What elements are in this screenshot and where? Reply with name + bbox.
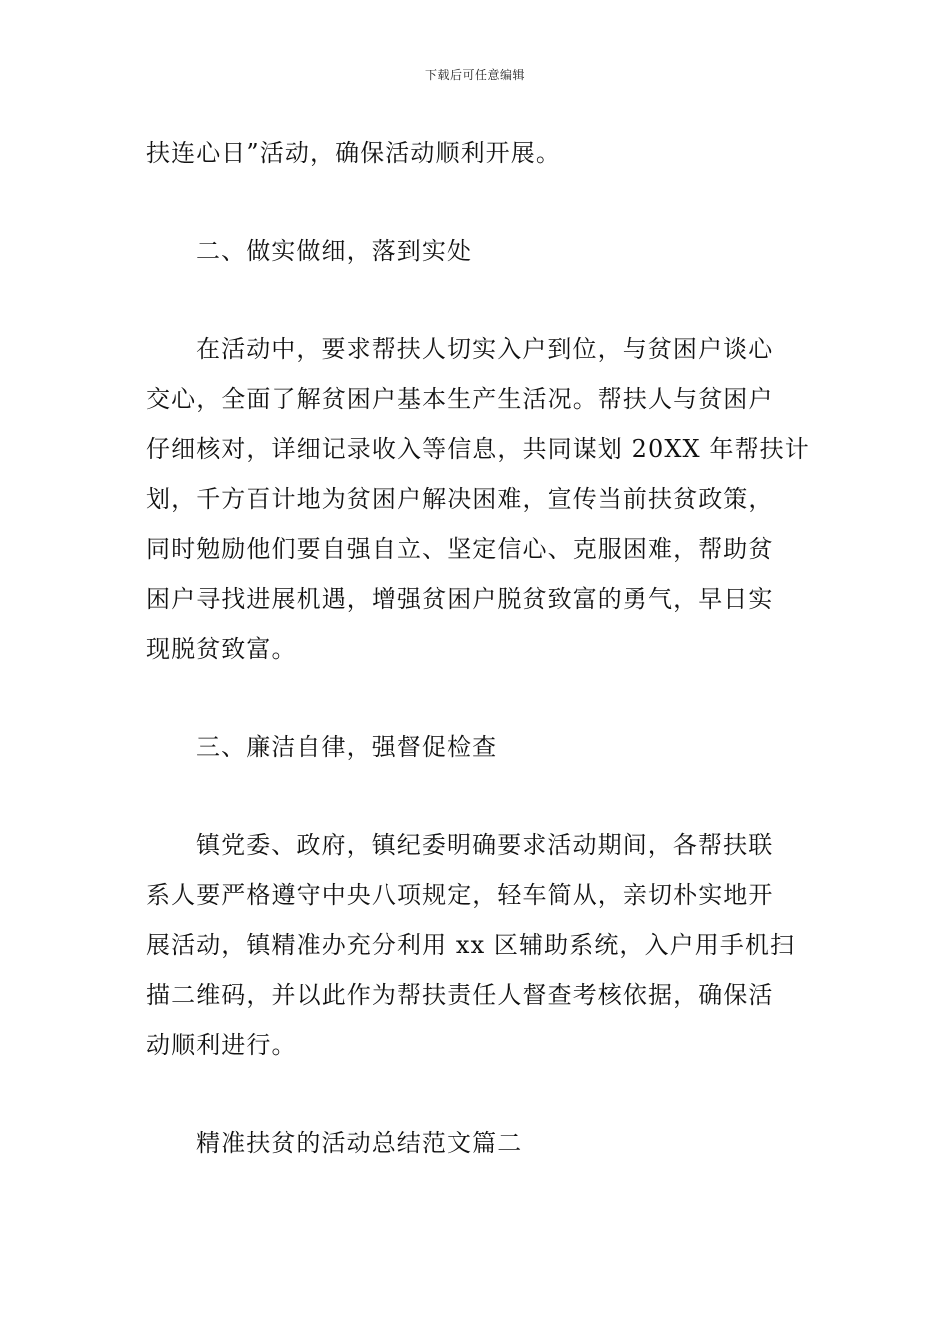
- text-line: 困户寻找进展机遇，增强贫困户脱贫致富的勇气，早日实: [146, 585, 774, 613]
- text-line: 镇党委、政府，镇纪委明确要求活动期间，各帮扶联: [196, 831, 774, 859]
- text-line: 同时勉励他们要自强自立、坚定信心、克服困难，帮助贫: [146, 535, 774, 563]
- text-line: 描二维码，并以此作为帮扶责任人督查考核依据，确保活: [146, 981, 774, 1009]
- text-line: 扶连心日”活动，确保活动顺利开展。: [146, 139, 561, 167]
- paragraph-discipline: [146, 820, 808, 1070]
- article-title-part-two: 精准扶贫的活动总结范文篇二: [196, 1129, 523, 1157]
- document-body: [146, 128, 808, 1168]
- text-line: 现脱贫致富。: [146, 635, 297, 663]
- text-line: 展活动，镇精准办充分利用 xx 区辅助系统，入户用手机扫: [146, 931, 796, 959]
- text-line: 仔细核对，详细记录收入等信息，共同谋划 20XX 年帮扶计: [146, 435, 810, 463]
- section-heading-2: 二、做实做细，落到实处: [196, 237, 473, 265]
- paragraph-continuation: [146, 128, 808, 178]
- header-note: 下载后可任意编辑: [424, 68, 525, 82]
- paragraph-activity: [146, 324, 808, 674]
- text-line: 划，千方百计地为贫困户解决困难，宣传当前扶贫政策，: [146, 485, 774, 513]
- text-line: 系人要严格遵守中央八项规定，轻车简从，亲切朴实地开: [146, 881, 774, 909]
- text-line: 交心，全面了解贫困户基本生产生活况。帮扶人与贫困户: [146, 385, 774, 413]
- text-line: 动顺利进行。: [146, 1031, 297, 1059]
- section-heading-3: 三、廉洁自律，强督促检查: [196, 733, 498, 761]
- text-line: 在活动中，要求帮扶人切实入户到位，与贫困户谈心: [196, 335, 774, 363]
